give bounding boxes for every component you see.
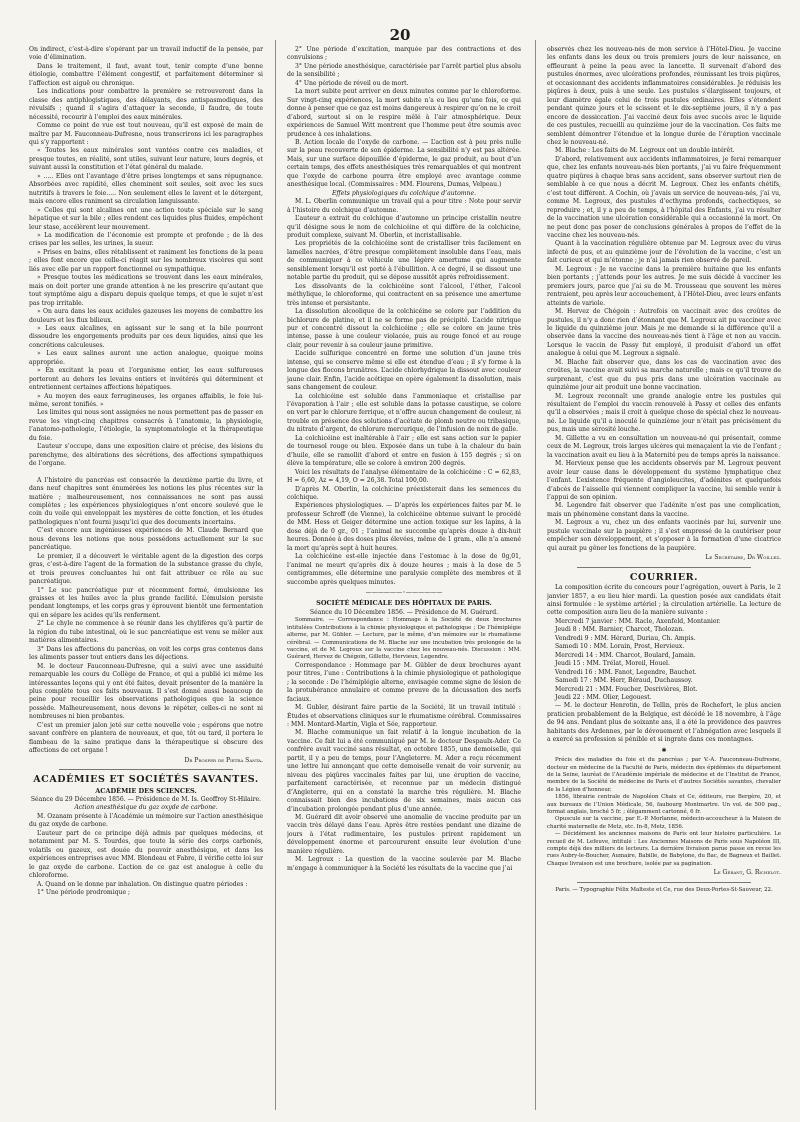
section-rule <box>577 567 751 568</box>
footer-rule <box>577 882 751 883</box>
star-ornament: ✱ <box>661 746 667 754</box>
paragraph: La colchicéine est-elle injectée dans l’estomac à la dose de 0g,01, l’animal ne meurt qu’après dix à douze heures ; mais à la dose de 5 centigrammes, elle détermine une paralysie complète des membres et il succombe après quelques minutes. <box>287 553 521 586</box>
paragraph: M. Gillette a vu en consultation un nouveau-né qui présentait, comme ceux de M. Legroux, trois larges ulcères qui menaçaient la vie de l’enfant ; la vaccination avait eu lieu à la Maternité peu de temps après la naissance. <box>547 434 781 459</box>
subheading-academie-sciences: ACADÉMIE DES SCIENCES. <box>95 786 197 795</box>
paragraph: L’auteur s’occupe, dans une exposition claire et précise, des lésions du parenchyme, des altérations des sécrétions, des affections sympathiques de l’organe. <box>29 443 263 468</box>
paragraph: M. Ozanam présente à l’Académie un mémoire sur l’action anesthésique du gaz oxyde de carbone. <box>29 812 263 829</box>
schedule-line: Jeudi 22 : MM. Olier, Legouest. <box>555 693 652 701</box>
quote-paragraph: « Toutes les eaux minérales sont vantées contre ces maladies, et presque toutes, en réalité, sont utiles, suivant leur nature, leurs degrés, et suivant aussi la constitution et l’état général du malade. <box>29 147 263 172</box>
quote-paragraph: » Celles qui sont alcalines ont une action toute spéciale sur le sang hépatique et sur la bile ; elles rendent ces liquides plus fluides, empêchent leur stase, accélèrent leur mouvement. <box>29 206 263 231</box>
paragraph: On indirect, c’est-à-dire s’opérant par un travail inductif de la pensée, par voie d’élimination. <box>29 46 263 62</box>
book-notice: 1856, librairie centrale de Napoléon Chaix et Ce, éditeurs, rue Bergère, 20, et aux bureaux de l’Union Médicale, 56, faubourg Montmartre. Un vol. de 500 pag., format anglais, broché 5 fr. ; élégamment cartonné, 6 fr. <box>547 794 781 815</box>
subheading-societe-medicale: SOCIÉTÉ MÉDICALE DES HÔPITAUX DE PARIS. <box>316 599 492 608</box>
paragraph: M. L. Oberlin communique un travail qui a pour titre : Note pour servir à l’histoire du colchique d’automne. <box>287 198 521 214</box>
book-notice: Précis des maladies du foie et du pancréas ; par V.-A. Fauconneau-Dufresne, docteur en médecine de la Faculté de Paris, médecin des épidémies du département de la Seine, lauréat de l’Académie impériale de médecine et de l’Institut de France, membre de la Société de médecine de Paris et d’autres Sociétés savantes, chevalier de la Légion d’honneur. <box>547 757 781 793</box>
paragraph: M. Legroux reconnaît une grande analogie entre les pustules qui résultaient de l’emploi du vaccin renouvelé à Passy et celles des enfants qu’il a observées ; mais il croit à quelque chose de spécial chez le nouveau-né. Le liquide qu’il a inoculé le quinzième jour n’était pas précisément du pus, mais une sérosité louche. <box>547 392 781 434</box>
quote-paragraph: » La modification de l’économie est prompte et profonde ; de là des crises par les selles, les urines, la sueur. <box>29 231 263 248</box>
paragraph: M. Legroux : Je ne vaccine dans la première huitaine que les enfants bien portants ; j’attends pour les autres. Je me suis décidé à vacciner les premiers jours, parce que j’ai su de M. Trousseau que souvent les mères rentraient, peu après leur accouchement, à l’Hôtel-Dieu, avec leurs enfants atteints de variole. <box>547 265 781 307</box>
schedule-line: Samedi 10 : MM. Lorain, Prost, Hervieux. <box>555 643 685 651</box>
paragraph: 4° Une période de réveil ou de mort. <box>295 79 409 87</box>
paragraph: M. Legendre fait observer que l’adénite n’est pas une complication, mais un phénomène constant dans la vaccine. <box>547 502 781 518</box>
paragraph: Expériences physiologiques. — D’après les expériences faites par M. le professeur Schroff (de Vienne), la colchicéine obtenue suivant le procédé de MM. Hess et Geiger détermine une action toxique sur les lapins, à la dose déjà de 0 gr., 01 ; l’animal ne succombe qu’après douze à dix-huit heures. Donnée à des doses plus élevées, même de 1 gram., elle n’a amené la mort qu’après sept à huit heures. <box>287 502 521 552</box>
paragraph: observés chez les nouveau-nés de mon service à l’Hôtel-Dieu. Je vaccine les enfants dans les deux ou trois premiers jours de leur naissance, en effleurant à peine la peau avec la lancette. Il survenait d’abord des pustules énormes, avec ulcérations profondes, réunissant les trois piqûres, et occasionnant des accidents inflammatoires considérables. Je réduisis les piqûres à deux, puis à une seule. Les pustules s’élargissent toujours, et leur diamètre égale celui de trois pustules ordinaires. Elles s’étendent pendant quinze jours et le scissent et le dix-septième jours, il n’y a pas encore de dessiccation. J’ai vacciné deux fois avec succès avec le liquide de ces pustules, recueilli au quinzième jour de la vaccination. Ces faits me semblent démontrer l’étendue et la longue durée de l’éruption vaccinale chez le nouveau-né. <box>547 46 781 146</box>
paragraph: C’est encore aux ingénieuses expériences de M. Claude Bernard que nous devons les notions que nous possédons actuellement sur le suc pancréatique. <box>29 527 263 552</box>
paragraph: La colchicéine est soluble dans l’ammoniaque et cristallise par l’évaporation à l’air ; elle est soluble dans la potasse caustique, se colore en vert par le chlorure ferrique, et n’offre aucun changement de couleur, ni trouble en présence des solutions d’acétate de plomb neutre ou tribasique, du nitrate d’argent, de chlorure mercurique, de l’infusion de noix de galle. <box>287 392 521 434</box>
schedule-line: Jeudi 15 : MM. Trélat, Moreil, Houel. <box>555 660 670 668</box>
paragraph: Comme ce point de vue est tout nouveau, qu’il est exposé de main de maître par M. Fauconneau-Dufresne, nous transcrirons ici les paragraphes qui s’y rapportent : <box>29 122 263 146</box>
paragraph: 2° Une période d’excitation, marquée par des contractions et des convulsions ; <box>287 46 521 62</box>
paragraph: Les propriétés de la colchicéine sont de cristalliser très facilement en lamelles nacrées, d’être presque complètement insoluble dans l’eau, mais de communiquer à ce véhicule une légère amertume qui augmente sensiblement lorsqu’il est porté à l’ébullition. A ce degré, il se dissout une notable partie du produit, qui se dépose aussitôt après refroidissement. <box>287 240 521 282</box>
article-title: Action anesthésique du gaz oxyde de carbone. <box>74 804 218 812</box>
paragraph: 1° Une période prodromique ; <box>37 888 131 896</box>
column-divider <box>535 40 536 1110</box>
paragraph: M. Legroux a vu, chez un des enfants vaccinés par lui, survenir une pustule vaccinale sur la paupière ; il s’est empressé de la cautériser pour empêcher son développement, et s’opposer à la formation d’une cicatrice qui aurait pu gêner les fonctions de la paupière. <box>547 519 781 552</box>
book-notice: Opuscule sur la vaccine, par E.-P. Morlanne, médecin-accoucheur à la Maison de charité maternelle de Metz, etc. In-8, Metz, 1856. <box>547 816 781 830</box>
paragraph: 1° Le suc pancréatique pur et récemment formé, émulsionne les graisses et les huiles avec la plus grande facilité. L’émulsion persiste pendant longtemps, et les corps gras y éprouvent bientôt une fermentation qui en sépare les acides qu’ils renferment. <box>29 586 263 619</box>
paragraph: M. Legroux : La question de la vaccine soulevée par M. Blache m’engage à communiquer à la Société les résultats de la vaccine que j’ai <box>287 856 521 872</box>
paragraph: D’après M. Oberlin, la colchicine préexisterait dans les semences du colchique. <box>287 485 521 502</box>
paragraph: M. le docteur Fauconneau-Dufresne, qui a suivi avec une assiduité remarquable les cours du Collège de France, et qui a publié ici même les intéressantes leçons qui y ont été faites, devait présenter de la manière la plus complète tous ces faits nouveaux. Il s’est donné aussi beaucoup de peine pour recueillir les observations pathologiques que la science possède. Malheureusement, nous devons le répéter, celles-ci ne sont ni nombreuses ni bien probantes. <box>29 662 263 721</box>
paragraph: La mort subite peut arriver en deux minutes comme par le chloroforme. Sur vingt-cinq expériences, la mort subite n’a eu lieu qu’une fois, ce qui donne à penser que ce gaz est moins dangereux à respirer qu’on ne le croit d’abord, surtout si on le respire mêlé à l’air atmosphérique. Deux expériences de Samuel Witt montrent que l’homme peut être soumis avec prudence à ces inhalations. <box>287 88 521 138</box>
paragraph: Dans le traitement, il faut, avant tout, tenir compte d’une bonne étiologie, combattre l’élément congestif, et parfaitement déterminer si l’affection est aiguë ou chronique. <box>29 62 263 87</box>
seance-line: Séance du 29 Décembre 1856. — Présidence de M. Is. Geoffroy St-Hilaire. <box>30 795 262 803</box>
paragraph: La dissolution alcoolique de la colchicéine se colore par l’addition du bichlorure de platine, et il ne se forme pas de précipité. L’acide nitrique pur et concentré dissout la colchicéine ; elle se colore en jaune très intense, passe à une couleur violacée, puis au rouge foncé et au rouge clair, pour revenir à sa couleur jaune primitive. <box>287 308 521 349</box>
spacer <box>29 469 263 477</box>
book-notice: — Décidément les anciennes maisons de Paris ont leur histoire particulière. Le recueil de M. Lefeuve, intitulé : Les Anciennes Maisons de Paris sous Napoléon III, compte déjà des milliers de lecteurs. La dernière livraison parue passe en revue les rues Aubry-le-Boucher, Aumaire, Babille, de Babylone, du Bac, de Bagneux et Baillet. Chaque livraison est une brochure, isolée par sa pagination. <box>547 831 781 867</box>
printer-imprint: Paris. — Typographie Félix Malteste et Ce, rue des Deux-Portes-St-Sauveur, 22. <box>555 886 773 893</box>
quote-paragraph: » Prises en bains, elles rétablissent et raniment les fonctions de la peau ; elles font encore que celle-ci réagit sur les nombreux viscères qui sont liés avec elle par un rapport fonctionnel ou sympathique. <box>29 248 263 273</box>
paragraph: L’acide sulfurique concentré en forme une solution d’un jaune très intense, qui se conserve même si elle est étendue d’eau ; il s’y forme à la longue des flocons brunâtres. L’acide chlorhydrique la dissout avec couleur jaune clair. Enfin, l’acide acétique en opère également la dissolution, mais sans changement de couleur. <box>287 350 521 392</box>
paragraph: M. Blache : Les faits de M. Legroux ont un double intérêt. <box>555 147 735 155</box>
seance-line: Séance du 10 Décembre 1856. — Présidence de M. Guérard. <box>309 608 499 616</box>
paragraph: M. Guérard dit avoir observé une anomalie de vaccine produite par un vaccin très délayé dans l’eau. Après être restées pendant une dizaine de jours à l’état rudimentaire, les pustules prirent rapidement un développement énorme et parcoururent ensuite leur évolution d’une manière régulière. <box>287 813 521 855</box>
gerant-line: Le Gérant, G. Richelot. <box>713 869 781 877</box>
paragraph: C’est un premier jalon jeté sur cette nouvelle voie ; espérons que notre savant confrère en plantera de nouveaux, et que, tôt ou tard, il portera le flambeau de la saine pratique dans la thérapeutique si obscure des affections de cet organe ! <box>29 721 263 755</box>
paragraph: M. Gubler, désirant faire partie de la Société, lit un travail intitulé : Études et observations cliniques sur le rhumatisme cérébral. Commissaires : MM. Montard-Martin, Vigla et Sée, rapporteur. <box>287 704 521 728</box>
paragraph: 3° Une période anesthésique, caractérisée par l’arrêt partiel plus absolu de la sensibilité ; <box>287 62 521 79</box>
paragraph: La colchicéine est inaltérable à l’air ; elle est sans action sur le papier de tournesol rouge ou bleu. Exposée dans un tube à la chaleur du bain d’huile, elle se ramollit d’abord et entre en fusion à 155 degrés ; si on élève la température, elle se colore à environ 200 degrés. <box>287 434 521 468</box>
author-signature: Dr Prosper de Pietra Santa. <box>184 756 263 764</box>
section-heading-academies: ACADÉMIES ET SOCIÉTÉS SAVANTES. <box>33 774 259 786</box>
article-title: Effets physiologiques du colchique d’automne. <box>331 189 477 197</box>
quote-paragraph: » ..... Elles ont l’avantage d’être prises longtemps et sans répugnance. Absorbées avec rapidité, elles cheminent soit seules, soit avec les sucs nutritifs à travers le foie..... Non seulement elles le lavent et le détergent, mais encore elles raniment sa circulation languissante. <box>29 172 263 206</box>
quote-paragraph: » Les eaux alcalines, en agissant sur le sang et la bile pourront dissoudre les engorgements produits par ces deux liquides, ainsi que les concrétions calculeuses. <box>29 324 263 349</box>
paragraph: 3° Dans les affections du pancréas, on voit les corps gras contenus dans les aliments passer tout entiers dans les déjections. <box>29 645 263 662</box>
paragraph: Les dissolvants de la colchicéine sont l’alcool, l’éther, l’alcool méthylique, le chloroforme, qui contractent en sa présence une amertume très intense et persistante. <box>287 282 521 307</box>
schedule-line: Mercredi 14 : MM. Charcot, Boulard, Jamain. <box>555 651 696 659</box>
paragraph: 2° Le chyle ne commence à se réunir dans les chylifères qu’à partir de la région du tube intestinal, où le suc pancréatique est venu se mêler aux matières alimentaires. <box>29 620 263 645</box>
paragraph: — M. le docteur Henrotin, de Tellin, près de Rochefort, le plus ancien praticien probablement de la Belgique, est décédé le 18 novembre, à l’âge de 94 ans. Pendant plus de soixante ans, il a été la providence des pauvres habitants des Ardennes, par le dévouement et l’abnégation avec lesquels il a exercé sa profession si pénible et si ingrate dans ces montagnes. <box>547 702 781 744</box>
paragraph: A. Quand on le donne par inhalation. On distingue quatre périodes : <box>37 880 248 888</box>
column-middle <box>287 46 521 1106</box>
paragraph: M. Hervieux pense que les accidents observés par M. Legroux peuvent avoir leur cause dans le développement du système lymphatique chez l’enfant. L’existence fréquente d’angioleucites, d’adénites et quelquefois d’abcès de l’aisselle qui viennent compliquer la vaccine, lui semble venir à l’appui de son opinion. <box>547 460 781 502</box>
quote-paragraph: » Les eaux salines auront une action analogue, quoique moins appropriée. <box>29 350 263 366</box>
paragraph: La composition écrite du concours pour l’agrégation, ouvert à Paris, le 2 janvier 1857, a eu lieu hier mardi. La question posée aux candidats était ainsi formulée : le système artériel ; la circulation artérielle. La lecture de cette composition aura lieu de la manière suivante : <box>547 584 781 617</box>
schedule-line: Mercredi 7 janvier : MM. Racle, Axenfeld, Montanier. <box>555 617 721 625</box>
column-right <box>547 46 781 1106</box>
paragraph: L’auteur a extrait du colchique d’automne un principe cristallin neutre qu’il désigne sous le nom de colchicéine et qui diffère de la colchicine, produit complexe, suivant M. Oberlin, et incristallisable. <box>287 215 521 239</box>
sommaire: Sommaire. — Correspondance : Hommage à la Société de deux brochures intitulées Contributions à la chimie physiologique et pathologique ; De l’hémiplégie alterne, par M. Gübler. — Lecture, par le même, d’un mémoire sur le rhumatisme cérébral. — Communications de M. Blache sur une incubation très prolongée de la vaccine, et de M. Legroux sur la vaccine chez les nouveau-nés. Discussion : MM. Guérard, Hervez de Chégoin, Gillette, Hervieux, Legendre. <box>287 617 521 661</box>
schedule-line: Jeudi 8 : MM. Barnier, Charcot, Tholozan. <box>555 626 685 634</box>
quote-paragraph: » On aura dans les eaux acidules gazeuses les moyens de combattre les douleurs et les flux bilieux. <box>29 308 263 324</box>
quote-paragraph: » Au moyen des eaux ferrugineuses, les organes affaiblis, le foie lui-même, seront tonifiés. » <box>29 392 263 409</box>
schedule-line: Mercredi 21 : MM. Foucher, Desrivières, Blot. <box>555 685 698 693</box>
schedule-line: Vendredi 9 : MM. Hérard, Duriau, Ch. Ampis. <box>555 634 696 642</box>
section-rule <box>59 769 233 770</box>
paragraph: A l’histoire du pancréas est consacrée la deuxième partie du livre, et dans neuf chapitres sont énumérées les notions les plus récentes sur la matière ; malheureusement, nos connaissances ne sont pas aussi complètes ; les expériences physiologiques n’ont encore soulevé que le coin du voile qui enveloppait les mystères de cette fonction, et les études pathologiques n’ont fourni jusqu’ici que des documents incertains. <box>29 476 263 526</box>
paragraph: M. Blache fait observer que, dans les cas de vaccination avec des croûtes, la vaccine avait suivi sa marche naturelle ; mais ce qu’il trouve de surprenant, c’est que du pus pris dans une ulcération vaccinale au quinzième jour ait produit une bonne vaccination. <box>547 358 781 392</box>
paragraph: Quant à la vaccination régulière obtenue par M. Legroux avec du virus infecté de pus, et au quinzième jour de l’évolution de la vaccine, c’est un fait curieux et qui m’étonne ; je n’ai jamais rien observé de pareil. <box>547 240 781 265</box>
column-divider <box>275 40 276 1110</box>
ornament-divider: ——————◦—————— <box>365 589 443 596</box>
paragraph: Les limites qui nous sont assignées ne nous permettent pas de passer en revue les vingt-cinq chapitres consacrés à l’anatomie, la physiologie, l’anatomo-pathologie, l’étiologie, la symptomatologie et la thérapeutique du foie. <box>29 409 263 442</box>
paragraph: M. Blache communique un fait relatif à la longue incubation de la vaccine. Ce fait lui a été communiqué par M. le docteur Despaulx-Ader. Ce confrère avait vacciné sans résultat, en octobre 1855, une demoiselle, qui partit, il y a peu de temps, pour l’Angleterre. M. Ader a reçu récemment une lettre lui annonçant que cette demoiselle venait de voir survenir, au niveau des piqûres vaccinales faites par lui, une éruption de vaccine, parfaitement caractérisée, et reconnue par un médecin distingué d’Angleterre, qui en a constaté la marche très régulière. M. Blache connaissait bien des incubations de six semaines, mais aucun cas d’incubation prolongée pendant plus d’une année. <box>287 729 521 813</box>
secretary-signature: Le Secrétaire, Dr Woillez. <box>705 554 781 562</box>
paragraph: Correspondance : Hommage par M. Gübler de deux brochures ayant pour titres, l’une : Contributions à la chimie physiologique et pathologique ; la seconde : De l’hémiplégie alterne, envisagée comme signe de lésion de la protubérance annulaire et comme preuve de la décussation des nerfs faciaux. <box>287 661 521 703</box>
quote-paragraph: » En excitant la peau et l’organisme entier, les eaux sulfureuses porteront au dehors les levains entiers et invétérés qui déterminent et entretiennent certaines affections hépatiques. <box>29 367 263 392</box>
quote-paragraph: » Presque toutes les médications se trouvent dans les eaux minérales, mais on doit porter une grande attention à ne les prescrire qu’autant que tout symptôme aigu a disparu depuis quelque temps, et que le sujet n’est pas trop irritable. <box>29 274 263 307</box>
schedule-line: Vendredi 16 : MM. Fanot, Legendre, Bauchet. <box>555 668 697 676</box>
paragraph: Voici les résultats de l’analyse élémentaire de la colchicéine : C = 62,83, H = 6,60, Az = 4,19, O = 26,38. Total 100,00. <box>287 468 521 485</box>
paragraph: B. Action locale de l’oxyde de carbone. — L’action est à peu près nulle sur la peau recouverte de son épiderme. La sensibilité n’y est pas altérée. Mais, sur une surface dépouillée d’épiderme, le gaz produit, au bout d’un certain temps, des effets anesthésiques très remarquables et qui montrent que l’oxyde de carbone pourra être employé avec avantage comme anesthésique local. (Commissaires : MM. Flourens, Dumas, Velpeau.) <box>287 138 521 189</box>
paragraph: D’abord, relativement aux accidents inflammatoires, je ferai remarquer que, chez les enfants nouveau-nés bien portants, j’ai vu faire fréquemment quatre piqûres à chaque bras sans accident, sans observer surtout rien de semblable à ce que nous a décrit M. Legroux. Chez les enfants chétifs, c’est tout différent. A Cochin, où j’avais un service de nouveau-nés, j’ai vu, comme M. Legroux, des pustules d’ecthyma profonds, cachectiques, se reproduire ; et, il y a peu de temps, à l’hôpital des Enfants, j’ai vu résulter de la vaccination une ulcération considérable qui a occasionné la mort. On ne peut donc pas poser de conclusions générales à propos de l’effet de la vaccine chez les nouveau-nés. <box>547 155 781 239</box>
section-heading-courrier: COURRIER. <box>629 571 699 583</box>
page-number: 20 <box>389 26 411 44</box>
column-left <box>29 46 263 1106</box>
paragraph: Le premier, il a découvert le véritable agent de la digestion des corps gras, c’est-à-dire l’agent de la formation de la substance grasse du chyle, et trois preuves concluantes lui ont fait attribuer ce rôle au suc pancréatique. <box>29 552 263 586</box>
paragraph: Les indications pour combattre la première se retrouveront dans la classe des antiphlogistiques, des délayants, des antispasmodiques, des révulsifs ; quand il s’agira d’attaquer la seconde, il faudra, de toute nécessité, recourir à l’emploi des eaux minérales. <box>29 88 263 121</box>
schedule-line: Samedi 17 : MM. Herr, Béraud, Duchaussoy. <box>555 677 693 685</box>
paragraph: M. Hervez de Chégoin : Autrefois on vaccinait avec des croûtes de pustules, il n’y a donc rien d’étonnant que M. Legroux ait pu vacciner avec le liquide du quinzième jour. Mais je me demande si la différence qu’il a observée dans la vaccine des nouveau-nés tient à l’âge et non au vaccin. Lorsque le vaccin de Passy fut employé, il produisit d’abord un effet analogue à celui que M. Legroux a signalé. <box>547 308 781 358</box>
paragraph: L’auteur part de ce principe déjà admis par quelques médecins, et notamment par M. S. Tourdes, que toute la série des corps carbonés, volatils ou gazeux, est douée du pouvoir anesthésique, et dans les expériences entreprises avec MM. Blondeau et Fabre, il vérifie cette loi sur le gaz oxyde de carbone. L’action de ce gaz est analogue à celle du chloroforme. <box>29 829 263 880</box>
